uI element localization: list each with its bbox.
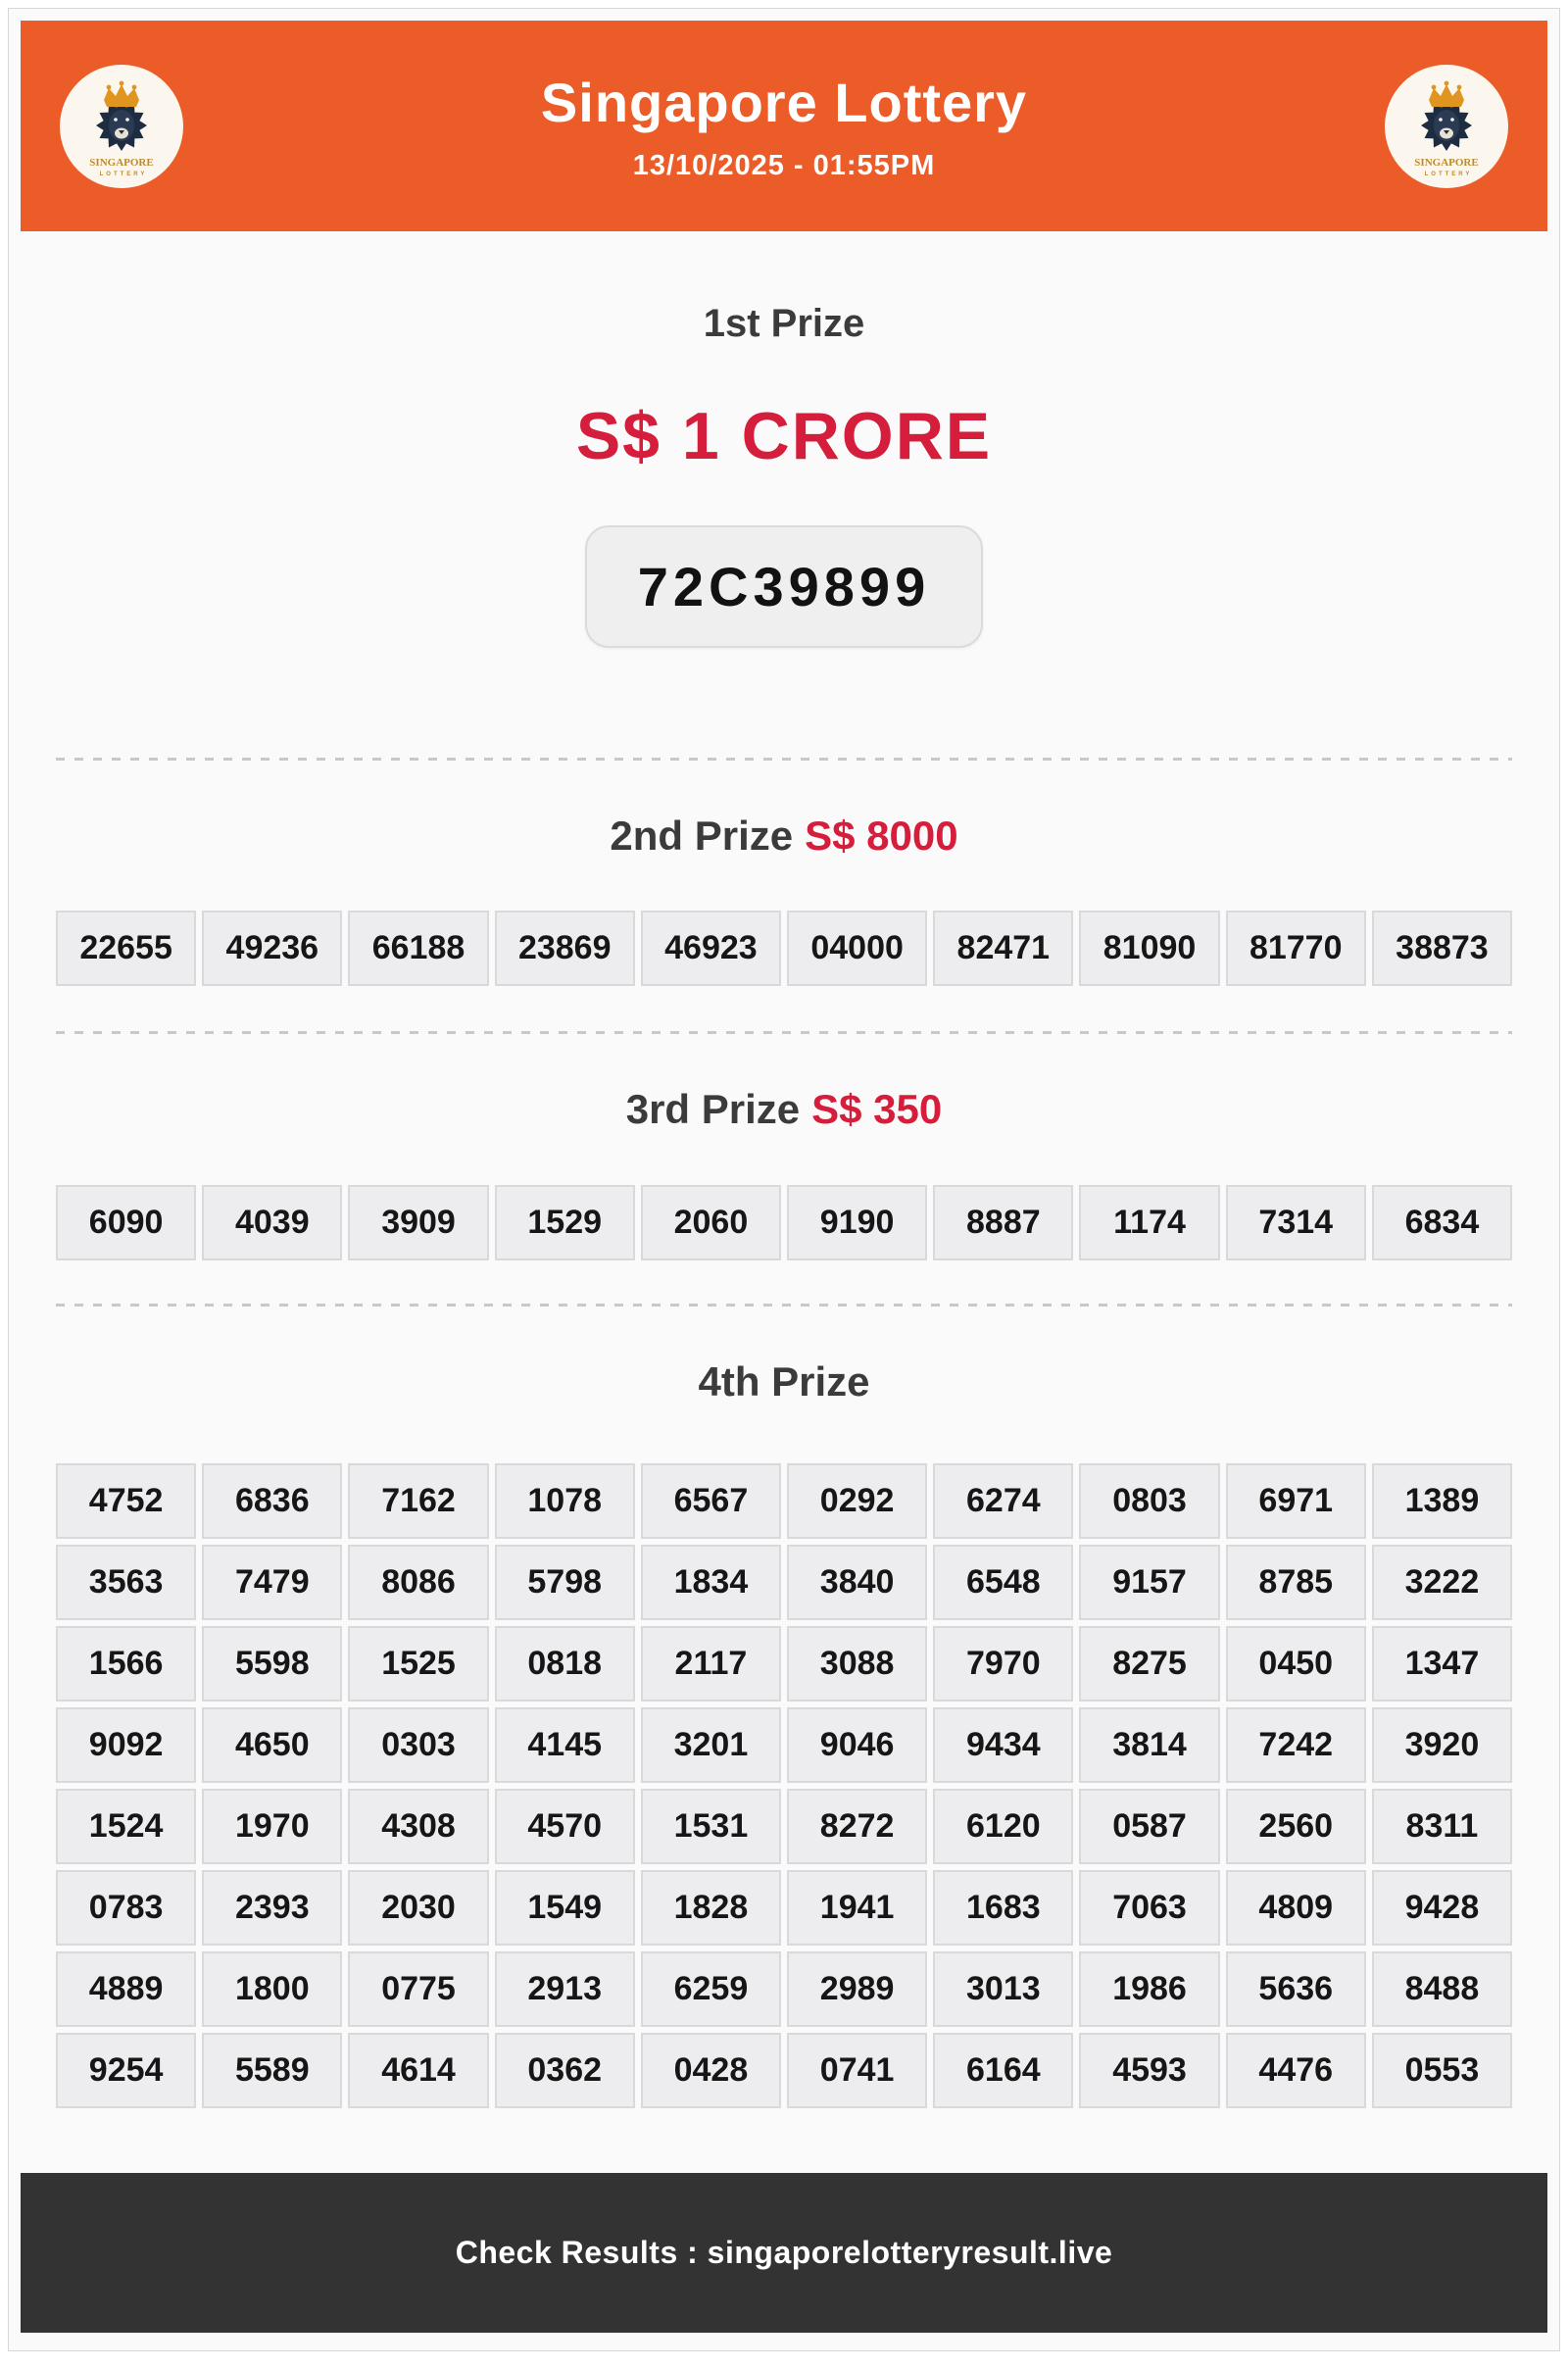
prize-number-cell: 9190 [787,1185,927,1260]
prize-number-cell: 5636 [1226,1951,1366,2027]
third-prize-heading [56,1085,1512,1134]
prize-number-cell: 6164 [933,2033,1073,2108]
prize-number-cell: 6971 [1226,1463,1366,1539]
third-prize-label: 3rd Prize [625,1085,801,1132]
divider [56,1031,1512,1034]
prize-number-cell: 2117 [641,1626,781,1701]
prize-number-row [56,2033,1512,2108]
prize-number-cell: 2560 [1226,1789,1366,1864]
prize-number-row [56,911,1512,986]
third-prize-numbers [56,1185,1512,1260]
prize-number-cell: 1683 [933,1870,1073,1946]
prize-number-cell: 6274 [933,1463,1073,1539]
prize-number-cell: 6567 [641,1463,781,1539]
prize-number-cell: 38873 [1372,911,1512,986]
prize-number-cell: 0450 [1226,1626,1366,1701]
second-prize-label: 2nd Prize [610,813,794,860]
prize-number-cell: 1347 [1372,1626,1512,1701]
prize-number-cell: 3814 [1079,1707,1219,1783]
prize-number-cell: 4752 [56,1463,196,1539]
prize-number-cell: 1941 [787,1870,927,1946]
lion-crown-icon [1385,65,1508,188]
prize-number-row [56,1185,1512,1260]
prize-number-cell: 22655 [56,911,196,986]
prize-number-cell: 46923 [641,911,781,986]
first-prize-amount: S$ 1 CRORE [575,399,993,473]
prize-number-cell: 1389 [1372,1463,1512,1539]
prize-number-cell: 0803 [1079,1463,1219,1539]
prize-number-cell: 3013 [933,1951,1073,2027]
prize-number-cell: 8086 [348,1545,488,1620]
logo-text-line1: SINGAPORE [1414,156,1479,169]
prize-number-cell: 6090 [56,1185,196,1260]
prize-number-cell: 3840 [787,1545,927,1620]
prize-number-cell: 2060 [641,1185,781,1260]
prize-number-row [56,1707,1512,1783]
prize-number-cell: 8488 [1372,1951,1512,2027]
logo-text-line2: LOTTERY [1424,171,1473,177]
prize-number-cell: 1531 [641,1789,781,1864]
prize-number-cell: 0428 [641,2033,781,2108]
prize-number-row [56,1463,1512,1539]
prize-number-cell: 0362 [495,2033,635,2108]
prize-number-cell: 6548 [933,1545,1073,1620]
second-prize-heading [56,812,1512,861]
prize-number-row [56,1626,1512,1701]
logo-right [1385,65,1508,188]
prize-number-cell: 7162 [348,1463,488,1539]
page-title: Singapore Lottery [540,71,1028,133]
prize-number-row [56,1789,1512,1864]
page [8,8,1560,2351]
prize-number-cell: 5798 [495,1545,635,1620]
footer-bar [21,2173,1547,2333]
prize-number-cell: 49236 [202,911,342,986]
prize-number-cell: 1549 [495,1870,635,1946]
prize-number-cell: 7479 [202,1545,342,1620]
prize-number-cell: 4476 [1226,2033,1366,2108]
prize-number-cell: 1800 [202,1951,342,2027]
prize-number-cell: 66188 [348,911,488,986]
prize-number-cell: 1834 [641,1545,781,1620]
prize-number-cell: 8311 [1372,1789,1512,1864]
prize-number-cell: 1524 [56,1789,196,1864]
prize-number-cell: 0292 [787,1463,927,1539]
prize-number-cell: 0783 [56,1870,196,1946]
prize-number-cell: 1828 [641,1870,781,1946]
prize-number-cell: 5598 [202,1626,342,1701]
prize-number-cell: 4889 [56,1951,196,2027]
first-prize-number: 72C39899 [637,556,931,618]
prize-number-cell: 3563 [56,1545,196,1620]
prize-number-cell: 4039 [202,1185,342,1260]
prize-number-cell: 9157 [1079,1545,1219,1620]
prize-number-cell: 04000 [787,911,927,986]
prize-number-cell: 6834 [1372,1185,1512,1260]
prize-number-cell: 2989 [787,1951,927,2027]
prize-number-cell: 81090 [1079,911,1219,986]
logo-text-line2: LOTTERY [99,171,148,177]
prize-number-cell: 3201 [641,1707,781,1783]
prize-number-cell: 1078 [495,1463,635,1539]
prize-number-cell: 0553 [1372,2033,1512,2108]
prize-number-cell: 4650 [202,1707,342,1783]
prize-number-cell: 1970 [202,1789,342,1864]
prize-number-cell: 0303 [348,1707,488,1783]
first-prize-label: 1st Prize [703,302,865,345]
prize-number-cell: 3222 [1372,1545,1512,1620]
prize-number-cell: 8275 [1079,1626,1219,1701]
draw-datetime: 13/10/2025 - 01:55PM [632,149,936,181]
divider [56,1304,1512,1307]
logo-text-line1: SINGAPORE [89,156,154,169]
prize-number-cell: 5589 [202,2033,342,2108]
divider [56,758,1512,761]
prize-number-cell: 9046 [787,1707,927,1783]
prize-number-cell: 81770 [1226,911,1366,986]
prize-number-row [56,1870,1512,1946]
prize-number-row [56,1951,1512,2027]
third-prize-amount: S$ 350 [811,1085,943,1132]
prize-number-cell: 3088 [787,1626,927,1701]
prize-number-cell: 4308 [348,1789,488,1864]
prize-number-cell: 0587 [1079,1789,1219,1864]
prize-number-cell: 7242 [1226,1707,1366,1783]
prize-number-cell: 1529 [495,1185,635,1260]
prize-number-cell: 4570 [495,1789,635,1864]
prize-number-row [56,1545,1512,1620]
second-prize-amount: S$ 8000 [805,813,958,860]
prize-number-cell: 4809 [1226,1870,1366,1946]
prize-number-cell: 6259 [641,1951,781,2027]
first-prize-number-box [585,525,983,648]
prize-number-cell: 4593 [1079,2033,1219,2108]
prize-number-cell: 4145 [495,1707,635,1783]
prize-number-cell: 9434 [933,1707,1073,1783]
prize-number-cell: 0818 [495,1626,635,1701]
prize-number-cell: 3920 [1372,1707,1512,1783]
prize-number-cell: 6836 [202,1463,342,1539]
prize-number-cell: 0775 [348,1951,488,2027]
prize-number-cell: 0741 [787,2033,927,2108]
prize-number-cell: 1566 [56,1626,196,1701]
fourth-prize-numbers [56,1463,1512,2108]
prize-number-cell: 7970 [933,1626,1073,1701]
lion-crown-icon [60,65,183,188]
prize-number-cell: 8785 [1226,1545,1366,1620]
header [21,21,1547,231]
prize-number-cell: 2913 [495,1951,635,2027]
prize-number-cell: 7063 [1079,1870,1219,1946]
prize-number-cell: 9254 [56,2033,196,2108]
prize-number-cell: 1986 [1079,1951,1219,2027]
prize-number-cell: 4614 [348,2033,488,2108]
footer-site-text: Check Results : singaporelotteryresult.live [455,2235,1113,2271]
fourth-prize-label: 4th Prize [698,1357,870,1405]
prize-number-cell: 2030 [348,1870,488,1946]
prize-number-cell: 82471 [933,911,1073,986]
prize-number-cell: 8272 [787,1789,927,1864]
prize-number-cell: 9428 [1372,1870,1512,1946]
prize-number-cell: 6120 [933,1789,1073,1864]
prize-number-cell: 2393 [202,1870,342,1946]
prize-number-cell: 23869 [495,911,635,986]
prize-number-cell: 1525 [348,1626,488,1701]
prize-number-cell: 3909 [348,1185,488,1260]
results-content [21,300,1547,2108]
logo-left [60,65,183,188]
prize-number-cell: 8887 [933,1185,1073,1260]
prize-number-cell: 1174 [1079,1185,1219,1260]
prize-number-cell: 7314 [1226,1185,1366,1260]
second-prize-numbers [56,911,1512,986]
prize-number-cell: 9092 [56,1707,196,1783]
